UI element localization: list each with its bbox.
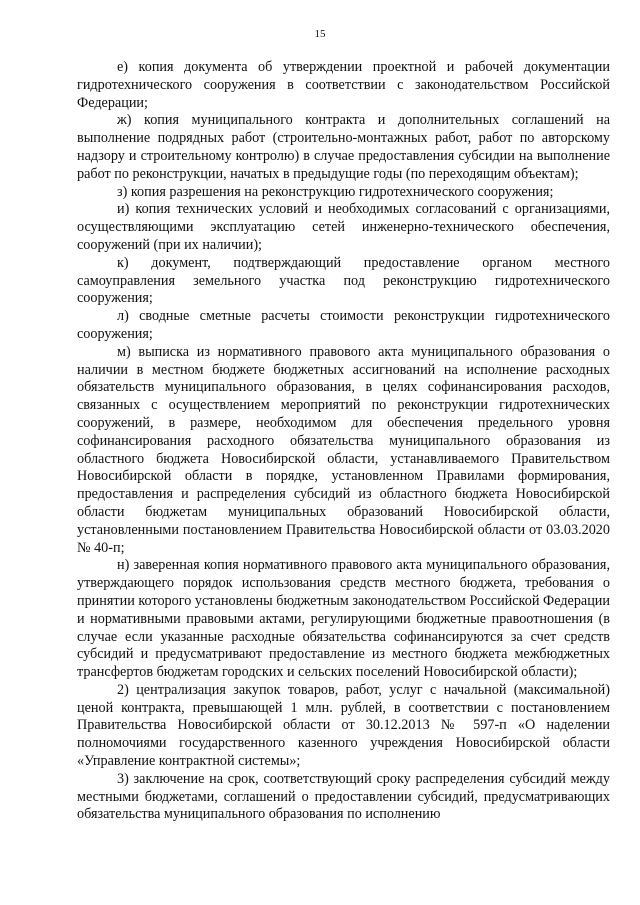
paragraph-k: к) документ, подтверждающий предоставление органом местного самоуправления земельного участка под реконструкцию гидротехнического сооружения; (77, 254, 610, 307)
paragraph-3: 3) заключение на срок, соответствующий сроку распределения субсидий между местными бюджетами, соглашений о предоставлении субсидий, предусматривающих обязательства муниципального образования по исполнению (77, 770, 610, 823)
paragraph-n: н) заверенная копия нормативного правового акта муниципального образования, утверждающего порядок использования средств местного бюджета, требования о принятии которого установлены бюджетным законодательством Российской Федерации и нормативными правовыми актами, регулирующими бюджетные правоотношения (в случае если указанные расходные обязательства софинансируются за счет средств субсидий и предусматривают предоставление из местного бюджета межбюджетных трансфертов бюджетам городских и сельских поселений Новосибирской области); (77, 557, 610, 681)
paragraph-2: 2) централизация закупок товаров, работ, услуг с начальной (максимальной) ценой контракта, превышающей 1 млн. рублей, в соответствии с постановлением Правительства Новосибирской области от 30.12.2013 № 597-п «О наделении полномочиями государственного казенного учреждения Новосибирской области «Управление контрактной системы»; (77, 681, 610, 770)
page-number: 15 (314, 28, 326, 40)
paragraph-z: з) копия разрешения на реконструкцию гидротехнического сооружения; (117, 183, 554, 200)
paragraph-m: м) выписка из нормативного правового акта муниципального образования о наличии в местном бюджете бюджетных ассигнований на исполнение расходных обязательств муниципального образования, в целях софинансирования расходов, связанных с осуществлением мероприятий по реконструкции гидротехнических сооружений, в размере, необходимом для обеспечения предельного уровня софинансирования расходного обязательства муниципального образования из областного бюджета Новосибирской области, устанавливаемого Правительством Новосибирской области в порядке, установленном Правилами формирования, предоставления и распределения субсидий из областного бюджета Новосибирской области бюджетам муниципальных образований Новосибирской области, установленными постановлением Правительства Новосибирской области от 03.03.2020 № 40-п; (77, 343, 610, 556)
paragraph-zh: ж) копия муниципального контракта и дополнительных соглашений на выполнение подрядных работ (строительно-монтажных работ, работ по авторскому надзору и строительному контролю) в случае предоставления субсидии на выполнение работ по реконструкции, начатых в предыдущие годы (по переходящим объектам); (77, 112, 610, 182)
document-body (77, 59, 610, 824)
paragraph-l: л) сводные сметные расчеты стоимости реконструкции гидротехнического сооружения; (77, 308, 610, 342)
paragraph-e: е) копия документа об утверждении проектной и рабочей документации гидротехнического сооружения в соответствии с законодательством Российской Федерации; (77, 59, 610, 111)
paragraph-i: и) копия технических условий и необходимых согласований с организациями, осуществляющими эксплуатацию сетей инженерно-технического обеспечения, сооружений (при их наличии); (77, 201, 610, 253)
